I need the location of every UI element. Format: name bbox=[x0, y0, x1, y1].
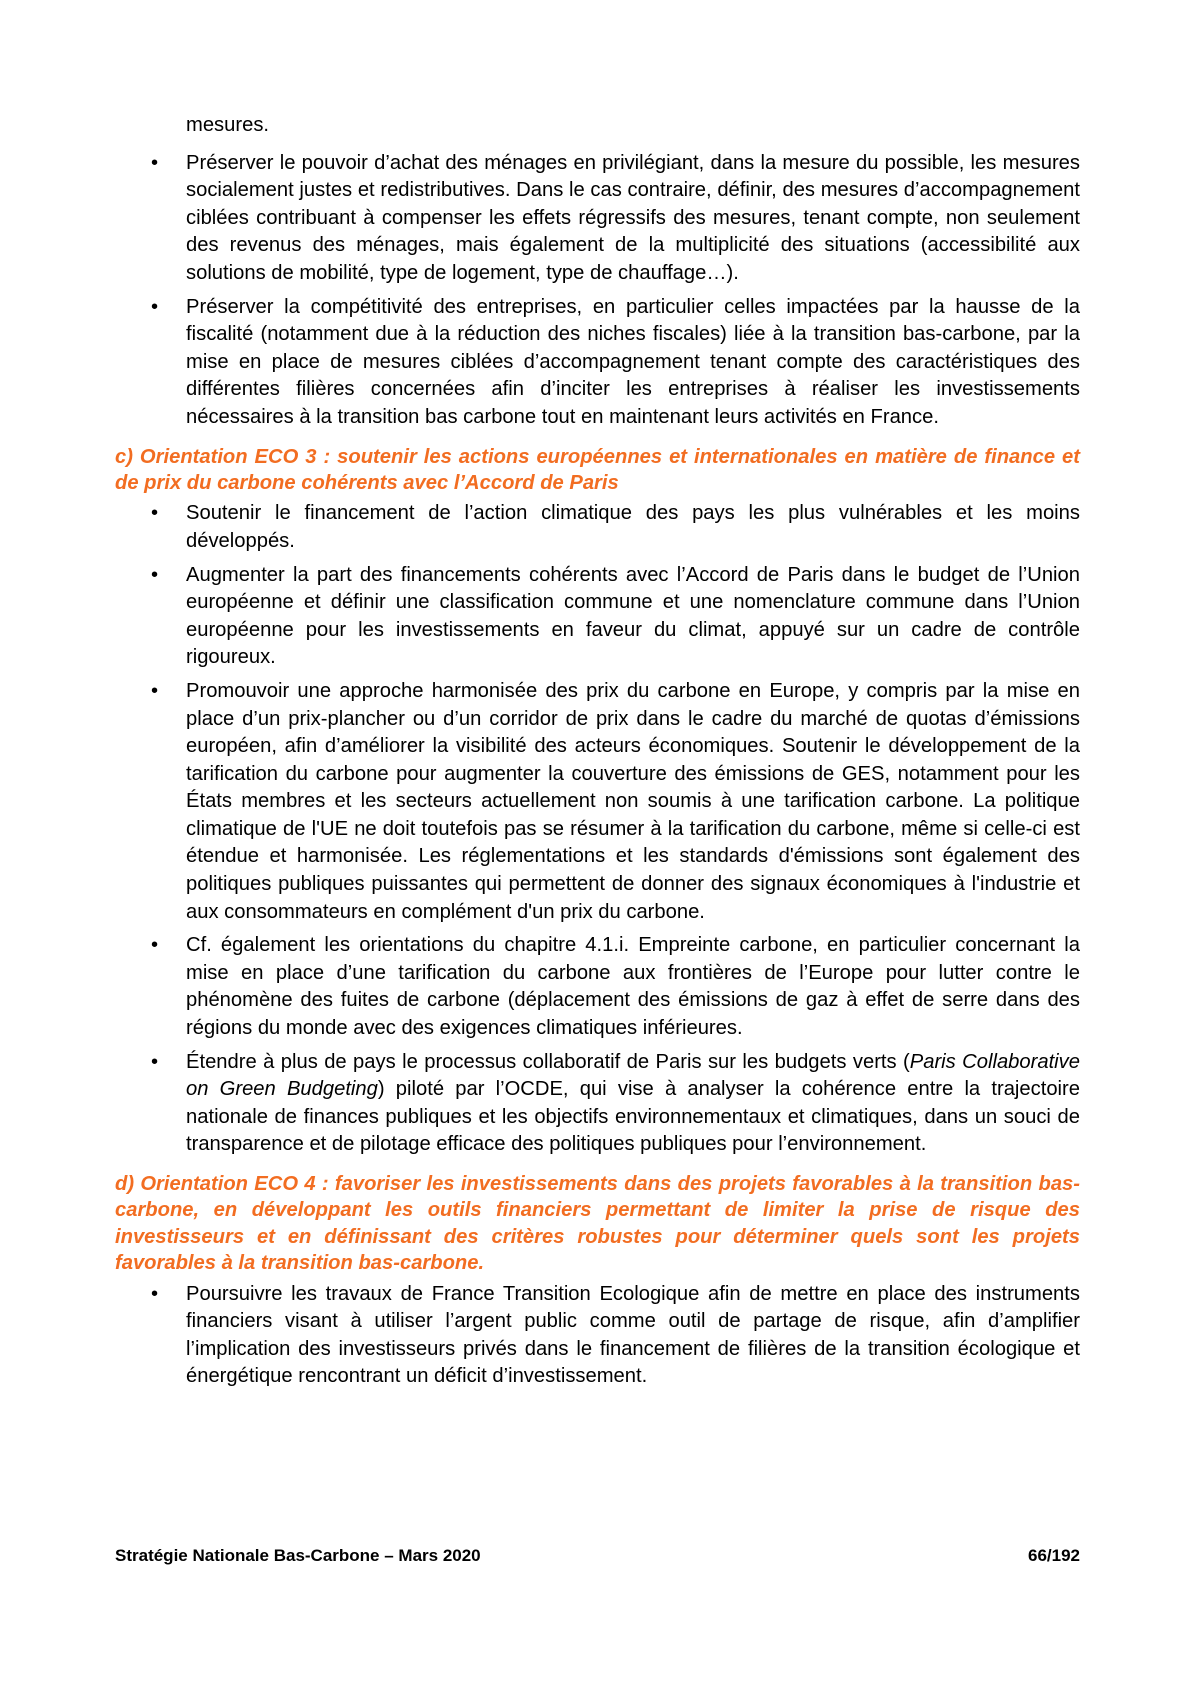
bullet-glyph: • bbox=[151, 295, 159, 318]
list-item-text: Préserver le pouvoir d’achat des ménages en privilégiant, dans la mesure du possible, les mesures socialement justes et redistributives. Dans le cas contraire, définir, des mesures d’accompagnement ciblées contribuant à compenser les effets régressifs des mesures, tenant compte, non seulement des revenus des ménages, mais également de la multiplicité des situations (accessibilité aux solutions de mobilité, type de logement, type de chauffage…). bbox=[186, 151, 1080, 284]
section-heading-c: c) Orientation ECO 3 : soutenir les actions européennes et internationales en matière de finance et de prix du carbone cohérents avec l’Accord de Paris bbox=[115, 445, 1080, 494]
page-footer bbox=[115, 1546, 1080, 1566]
continued-text: mesures. bbox=[186, 114, 270, 136]
list-item bbox=[115, 562, 1080, 672]
document-body bbox=[115, 112, 1080, 1397]
bullet-glyph: • bbox=[151, 679, 159, 702]
list-item-text-italic: Paris Collaborative on Green Budgeting bbox=[186, 1050, 1080, 1101]
bullet-list-d bbox=[115, 1281, 1080, 1391]
bullet-list-c bbox=[115, 500, 1080, 1159]
bullet-glyph: • bbox=[151, 502, 159, 525]
bullet-glyph: • bbox=[151, 1282, 159, 1305]
list-item-text: Cf. également les orientations du chapitre 4.1.i. Empreinte carbone, en particulier concernant la mise en place d’une tarification du carbone aux frontières de l’Europe pour lutter contre le phénomène des fuites de carbone (déplacement des émissions de gaz à effet de serre dans des régions du monde avec des exigences climatiques inférieures. bbox=[186, 934, 1080, 1040]
bullet-glyph: • bbox=[151, 151, 159, 174]
list-item bbox=[115, 1281, 1080, 1391]
bullet-list-a bbox=[115, 150, 1080, 432]
list-item-text: Préserver la compétitivité des entreprises, en particulier celles impactées par la hausse de la fiscalité (notamment due à la réduction des niches fiscales) liée à la transition bas-carbone, par la mise en place de mesures ciblées d’accompagnement tenant compte des caractéristiques des différentes filières concernées afin d’inciter les entreprises à réaliser les investissements nécessaires à la transition bas carbone tout en maintenant leurs activités en France. bbox=[186, 295, 1080, 428]
list-item bbox=[115, 678, 1080, 926]
list-item bbox=[115, 150, 1080, 288]
list-item bbox=[115, 1049, 1080, 1159]
list-item-text: Promouvoir une approche harmonisée des prix du carbone en Europe, y compris par la mise en place d’un prix-plancher ou d’un corridor de prix dans le cadre du marché de quotas d’émissions européen, afin d’améliorer la visibilité des acteurs économiques. Soutenir le développement de la tarification du carbone pour augmenter la couverture des émissions de GES, notamment pour les États membres et les secteurs actuellement non soumis à une tarification carbone. La politique climatique de l'UE ne doit toutefois pas se résumer à la tarification du carbone, même si celle-ci est étendue et harmonisée. Les réglementations et les standards d'émissions sont également des politiques publiques puissantes qui permettent de donner des signaux économiques à l'industrie et aux consommateurs en complément d'un prix du carbone. bbox=[186, 679, 1080, 923]
footer-title: Stratégie Nationale Bas-Carbone – Mars 2020 bbox=[115, 1546, 481, 1565]
list-item bbox=[115, 932, 1080, 1042]
bullet-glyph: • bbox=[151, 563, 159, 586]
list-item bbox=[115, 294, 1080, 432]
list-item-text: Augmenter la part des financements cohérents avec l’Accord de Paris dans le budget de l’Union européenne et définir une classification commune et une nomenclature commune dans l’Union européenne pour les investissements en faveur du climat, appuyé sur un cadre de contrôle rigoureux. bbox=[186, 563, 1080, 669]
page-number: 66/192 bbox=[1028, 1546, 1080, 1565]
list-item-text-after: ) piloté par l’OCDE, qui vise à analyser la cohérence entre la trajectoire nationale de finances publiques et les objectifs environnementaux et climatiques, dans un souci de transparence et de pilotage efficace des politiques publiques pour l’environnement. bbox=[186, 1078, 1080, 1156]
bullet-glyph: • bbox=[151, 934, 159, 957]
list-item-text-before: Étendre à plus de pays le processus collaboratif de Paris sur les budgets verts ( bbox=[186, 1050, 910, 1073]
list-item bbox=[115, 500, 1080, 555]
section-heading-d: d) Orientation ECO 4 : favoriser les investissements dans des projets favorables à la transition bas-carbone, en développant les outils financiers permettant de limiter la prise de risque des investisseurs et en définissant des critères robustes pour déterminer quels sont les projets favorables à la transition bas-carbone. bbox=[115, 1173, 1080, 1275]
list-item-text: Poursuivre les travaux de France Transition Ecologique afin de mettre en place des instruments financiers visant à utiliser l’argent public comme outil de partage de risque, afin d’amplifier l’implication des investisseurs privés dans le financement de filières de la transition écologique et énergétique rencontrant un déficit d’investissement. bbox=[186, 1282, 1080, 1388]
list-item-text: Soutenir le financement de l’action climatique des pays les plus vulnérables et les moins développés. bbox=[186, 502, 1080, 552]
bullet-glyph: • bbox=[151, 1050, 159, 1073]
